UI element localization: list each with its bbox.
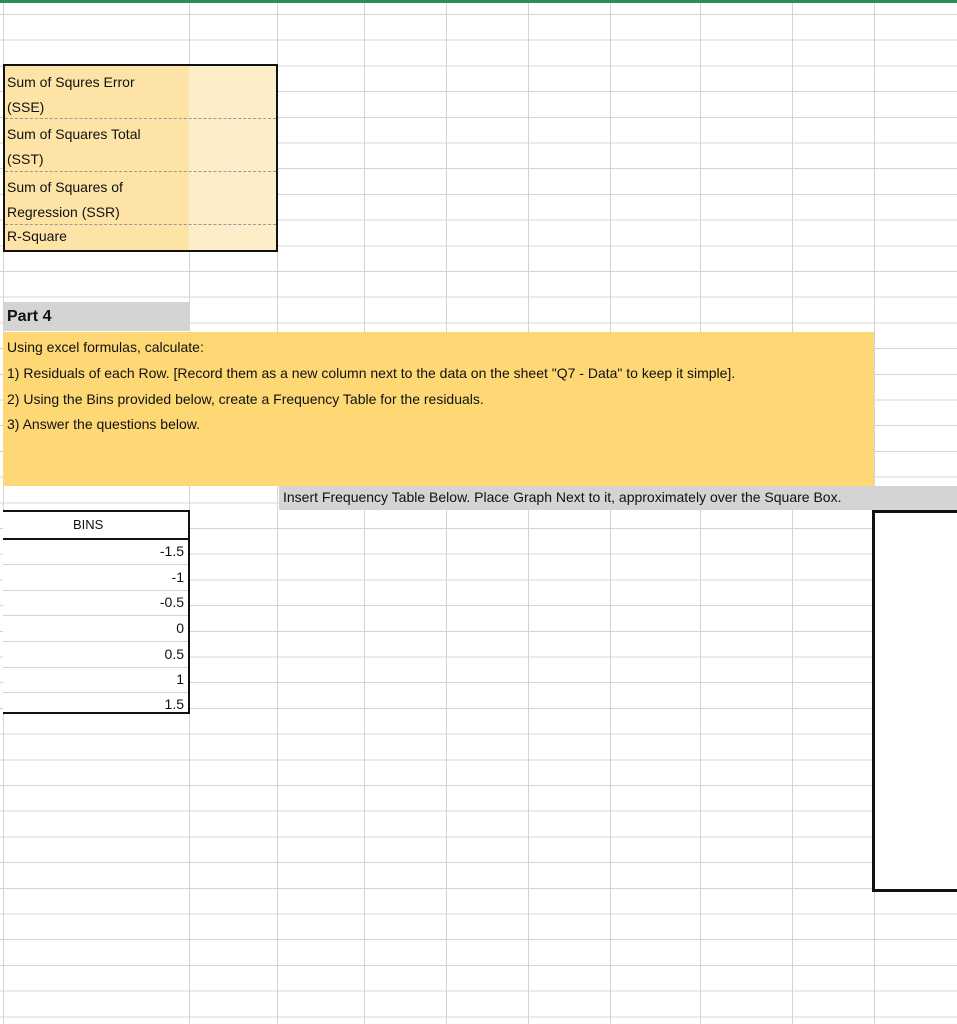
sse-label-line1: Sum of Squres Error [7,74,135,90]
ssr-label-line1: Sum of Squares of [7,179,123,195]
instructions-block[interactable] [3,332,874,486]
bin-value[interactable]: -0.5 [159,594,184,610]
bin-value[interactable]: 0 [176,620,184,636]
frequency-table-header[interactable] [279,486,957,510]
rsquare-label: R-Square [7,228,67,244]
bins-header: BINS [73,517,104,532]
frequency-header-text: Insert Frequency Table Below. Place Graph Next to it, approximately over the Square Box. [283,489,842,505]
part4-title-cell[interactable] [3,302,189,331]
graph-placeholder-box[interactable] [872,510,957,892]
bins-header-cell[interactable] [3,512,188,540]
bin-value[interactable]: 0.5 [164,646,184,662]
bins-row-divider [3,692,188,693]
stats-row-ssr[interactable] [5,171,276,225]
bins-row-divider [3,641,188,642]
stats-row-sst[interactable] [5,118,276,172]
sst-label-line1: Sum of Squares Total [7,126,141,142]
bins-table [3,510,190,714]
instruction-line-0: Using excel formulas, calculate: [7,339,204,355]
instruction-line-1: 1) Residuals of each Row. [Record them as a new column next to the data on the sheet "Q7 - Data" to keep it simple]. [7,365,736,381]
instruction-line-3: 3) Answer the questions below. [7,416,201,432]
part4-title: Part 4 [7,308,52,325]
sst-label-line2: (SST) [7,151,44,167]
bin-value[interactable]: -1.5 [159,543,184,559]
bins-row-divider [3,615,188,616]
stats-row-rsquare[interactable] [5,224,276,250]
bins-row-divider [3,564,188,565]
sse-label-line2: (SSE) [7,99,45,115]
bin-value[interactable]: 1.5 [164,696,184,712]
stats-row-sse[interactable] [5,66,276,119]
ssr-label-line2: Regression (SSR) [7,204,120,220]
stats-table [3,64,278,252]
instruction-line-2: 2) Using the Bins provided below, create a Frequency Table for the residuals. [7,391,484,407]
top-accent-line [0,0,957,3]
bins-row-divider [3,590,188,591]
bin-value[interactable]: 1 [176,671,184,687]
bins-row-divider [3,667,188,668]
bin-value[interactable]: -1 [171,569,184,585]
